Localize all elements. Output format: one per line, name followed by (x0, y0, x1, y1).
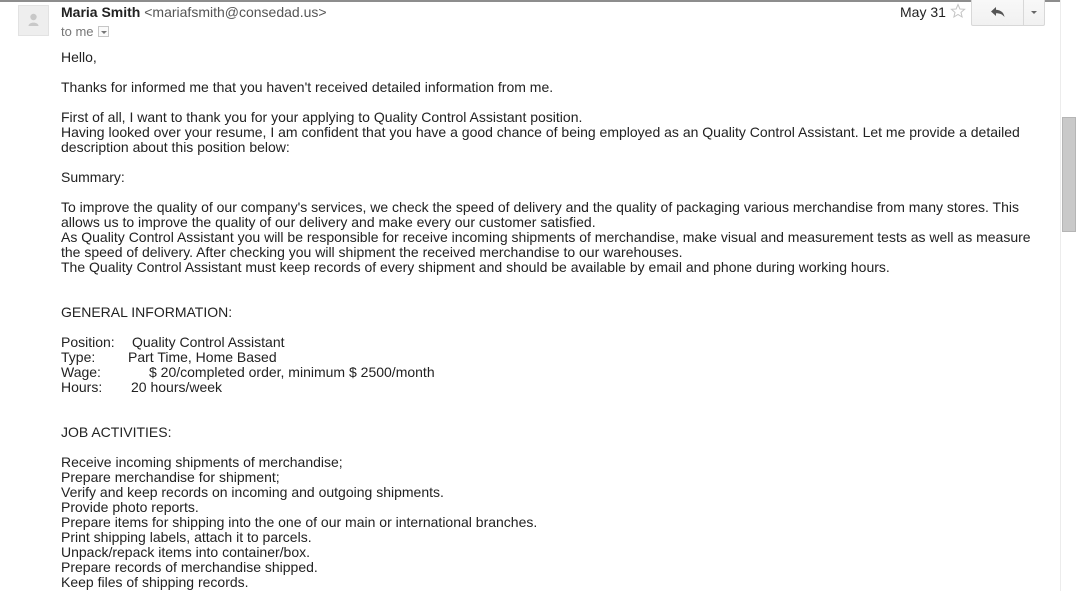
info-label: Hours: (61, 379, 103, 395)
paragraph-line: First of all, I want to thank you for your applying to Quality Control Assistant position. (61, 109, 583, 125)
info-row-wage (61, 365, 1046, 380)
message-body (61, 50, 1046, 590)
info-label: Wage: (61, 364, 101, 380)
info-label: Type: (61, 349, 96, 365)
sender-line (61, 4, 327, 20)
greeting: Hello, (61, 49, 97, 65)
general-info-heading: GENERAL INFORMATION: (61, 304, 233, 320)
activity-item: Verify and keep records on incoming and outgoing shipments. (61, 484, 444, 500)
info-row-hours (61, 380, 1046, 395)
summary-heading: Summary: (61, 169, 125, 185)
top-divider (0, 0, 1077, 2)
paragraph-line: Having looked over your resume, I am confident that you have a good chance of being employed as an Quality Control Assistant. Let me provide a detailed description about this position below: (61, 124, 1020, 155)
person-icon (19, 6, 48, 35)
activity-item: Unpack/repack items into container/box. (61, 544, 311, 560)
sender-email: <mariafsmith@consedad.us> (144, 4, 327, 20)
job-activities-heading: JOB ACTIVITIES: (61, 424, 172, 440)
activity-item: Prepare records of merchandise shipped. (61, 559, 318, 575)
intro-paragraph: Thanks for informed me that you haven't received detailed information from me. (61, 79, 554, 95)
info-row-type (61, 350, 1046, 365)
summary-paragraph: To improve the quality of our company's services, we check the speed of delivery and the quality of packaging various merchandise from many stores. This allows us to improve the quality of our delivery and make every our customer satisfied. (61, 199, 1019, 230)
activity-item: Prepare merchandise for shipment; (61, 469, 280, 485)
recipient-line (61, 24, 109, 40)
reply-button[interactable] (972, 0, 1024, 25)
info-value: 20 hours/week (131, 379, 223, 395)
message-date[interactable]: May 31 (900, 4, 946, 20)
summary-paragraph: The Quality Control Assistant must keep records of every shipment and should be available by email and phone during working hours. (61, 259, 890, 275)
sender-avatar[interactable] (18, 5, 49, 36)
info-row-position (61, 335, 1046, 350)
info-value: Part Time, Home Based (128, 349, 277, 365)
reply-button-group (971, 0, 1045, 26)
info-value: $ 20/completed order, minimum $ 2500/month (149, 364, 435, 380)
star-icon[interactable] (950, 3, 966, 19)
activity-item: Print shipping labels, attach it to parcels. (61, 529, 312, 545)
recipient-label: to me (61, 24, 94, 39)
activity-item: Prepare items for shipping into the one of our main or international branches. (61, 514, 538, 530)
show-details-dropdown-icon[interactable] (98, 26, 109, 37)
scrollbar-track[interactable] (1060, 0, 1077, 591)
scrollbar-thumb[interactable] (1062, 117, 1076, 232)
more-options-button[interactable] (1024, 0, 1045, 25)
activity-item: Provide photo reports. (61, 499, 199, 515)
activity-item: Receive incoming shipments of merchandise; (61, 454, 343, 470)
info-value: Quality Control Assistant (132, 334, 285, 350)
sender-name[interactable]: Maria Smith (61, 4, 141, 20)
info-label: Position: (61, 334, 115, 350)
summary-paragraph: As Quality Control Assistant you will be responsible for receive incoming shipments of merchandise, make visual and measurement tests as well as measure the speed of delivery. After checking you will shipment the received merchandise to our warehouses. (61, 229, 1031, 260)
reply-icon (990, 6, 1006, 18)
activity-item: Keep files of shipping records. (61, 574, 249, 590)
